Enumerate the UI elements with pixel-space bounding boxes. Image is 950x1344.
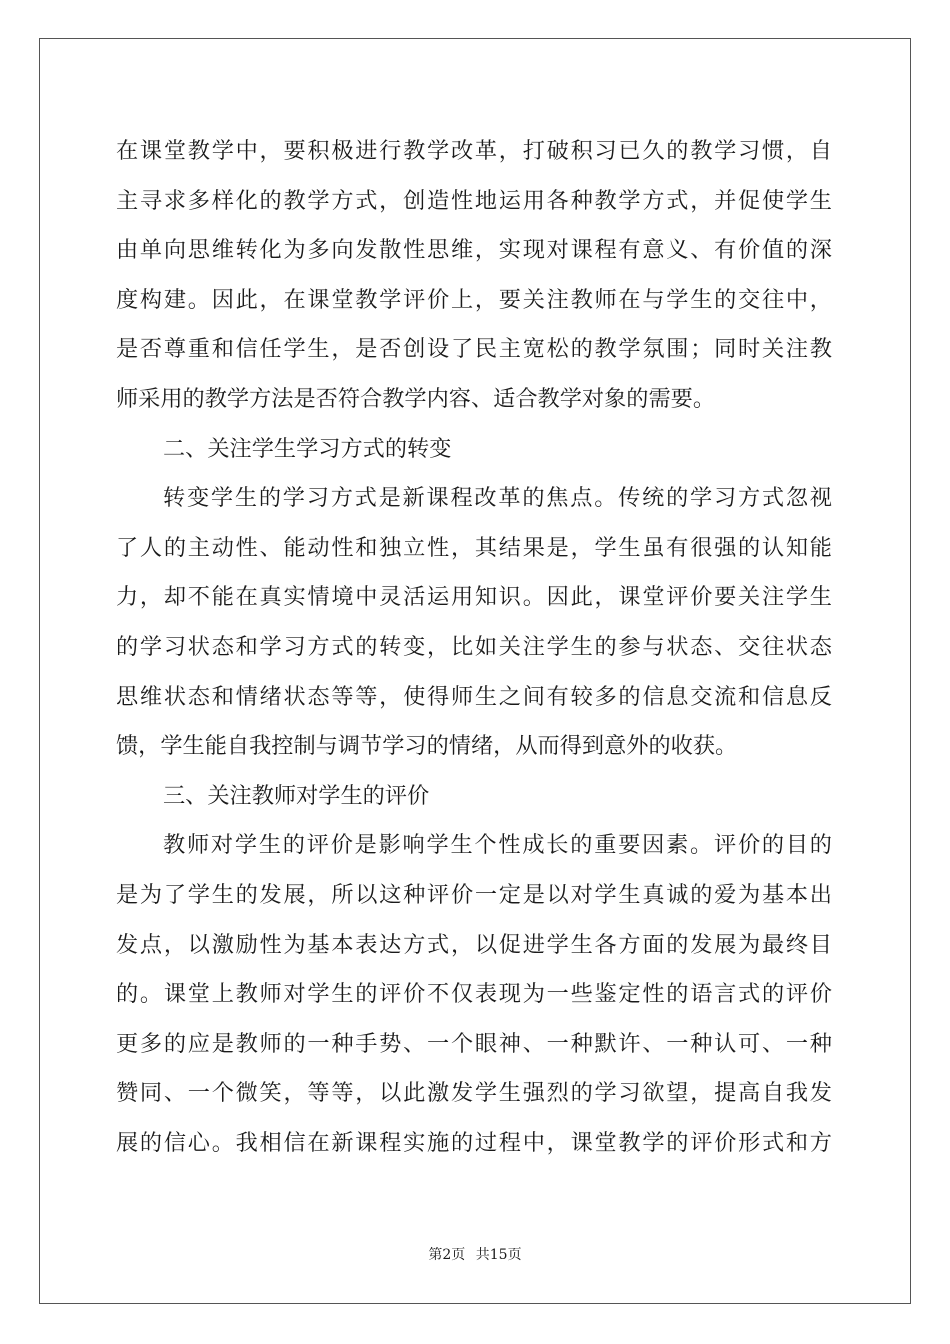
- text-line: 赞同、一个微笑，等等，以此激发学生强烈的学习欲望，提高自我发: [116, 1080, 832, 1107]
- text-line: 二、关注学生学习方式的转变: [163, 435, 452, 462]
- text-line: 转变学生的学习方式是新课程改革的焦点。传统的学习方式忽视: [163, 485, 832, 512]
- text-line: 的学习状态和学习方式的转变，比如关注学生的参与状态、交往状态: [116, 633, 832, 660]
- text-line: 度构建。因此，在课堂教学评价上，要关注教师在与学生的交往中，: [116, 286, 832, 313]
- text-line: 三、关注教师对学生的评价: [163, 782, 430, 809]
- text-line: 是否尊重和信任学生，是否创设了民主宽松的教学氛围；同时关注教: [116, 336, 832, 363]
- text-line: 由单向思维转化为多向发散性思维，实现对课程有意义、有价值的深: [116, 237, 832, 264]
- text-line: 师采用的教学方法是否符合教学内容、适合教学对象的需要。: [116, 385, 716, 412]
- text-line: 馈，学生能自我控制与调节学习的情绪，从而得到意外的收获。: [116, 733, 738, 760]
- document-body: [116, 127, 832, 1168]
- text-line: 是为了学生的发展，所以这种评价一定是以对学生真诚的爱为基本出: [116, 881, 832, 908]
- text-line: 在课堂教学中，要积极进行教学改革，打破积习已久的教学习惯，自: [116, 138, 832, 164]
- text-line: 力，却不能在真实情境中灵活运用知识。因此，课堂评价要关注学生: [116, 584, 832, 611]
- page-footer: [0, 1244, 950, 1264]
- text-line: 展的信心。我相信在新课程实施的过程中，课堂教学的评价形式和方: [116, 1129, 832, 1156]
- text-line: 主寻求多样化的教学方式，创造性地运用各种教学方式，并促使学生: [116, 187, 832, 214]
- page-total: 共15页: [475, 1247, 522, 1263]
- text-line: 发点，以激励性为基本表达方式，以促进学生各方面的发展为最终目: [116, 931, 832, 958]
- text-line: 教师对学生的评价是影响学生个性成长的重要因素。评价的目的: [163, 832, 832, 859]
- text-line: 更多的应是教师的一种手势、一个眼神、一种默许、一种认可、一种: [116, 1030, 832, 1057]
- page-number: 第2页: [428, 1247, 466, 1263]
- text-line: 了人的主动性、能动性和独立性，其结果是，学生虽有很强的认知能: [116, 534, 832, 561]
- text-line: 思维状态和情绪状态等等，使得师生之间有较多的信息交流和信息反: [116, 683, 832, 710]
- text-line: 的。课堂上教师对学生的评价不仅表现为一些鉴定性的语言式的评价: [116, 981, 832, 1008]
